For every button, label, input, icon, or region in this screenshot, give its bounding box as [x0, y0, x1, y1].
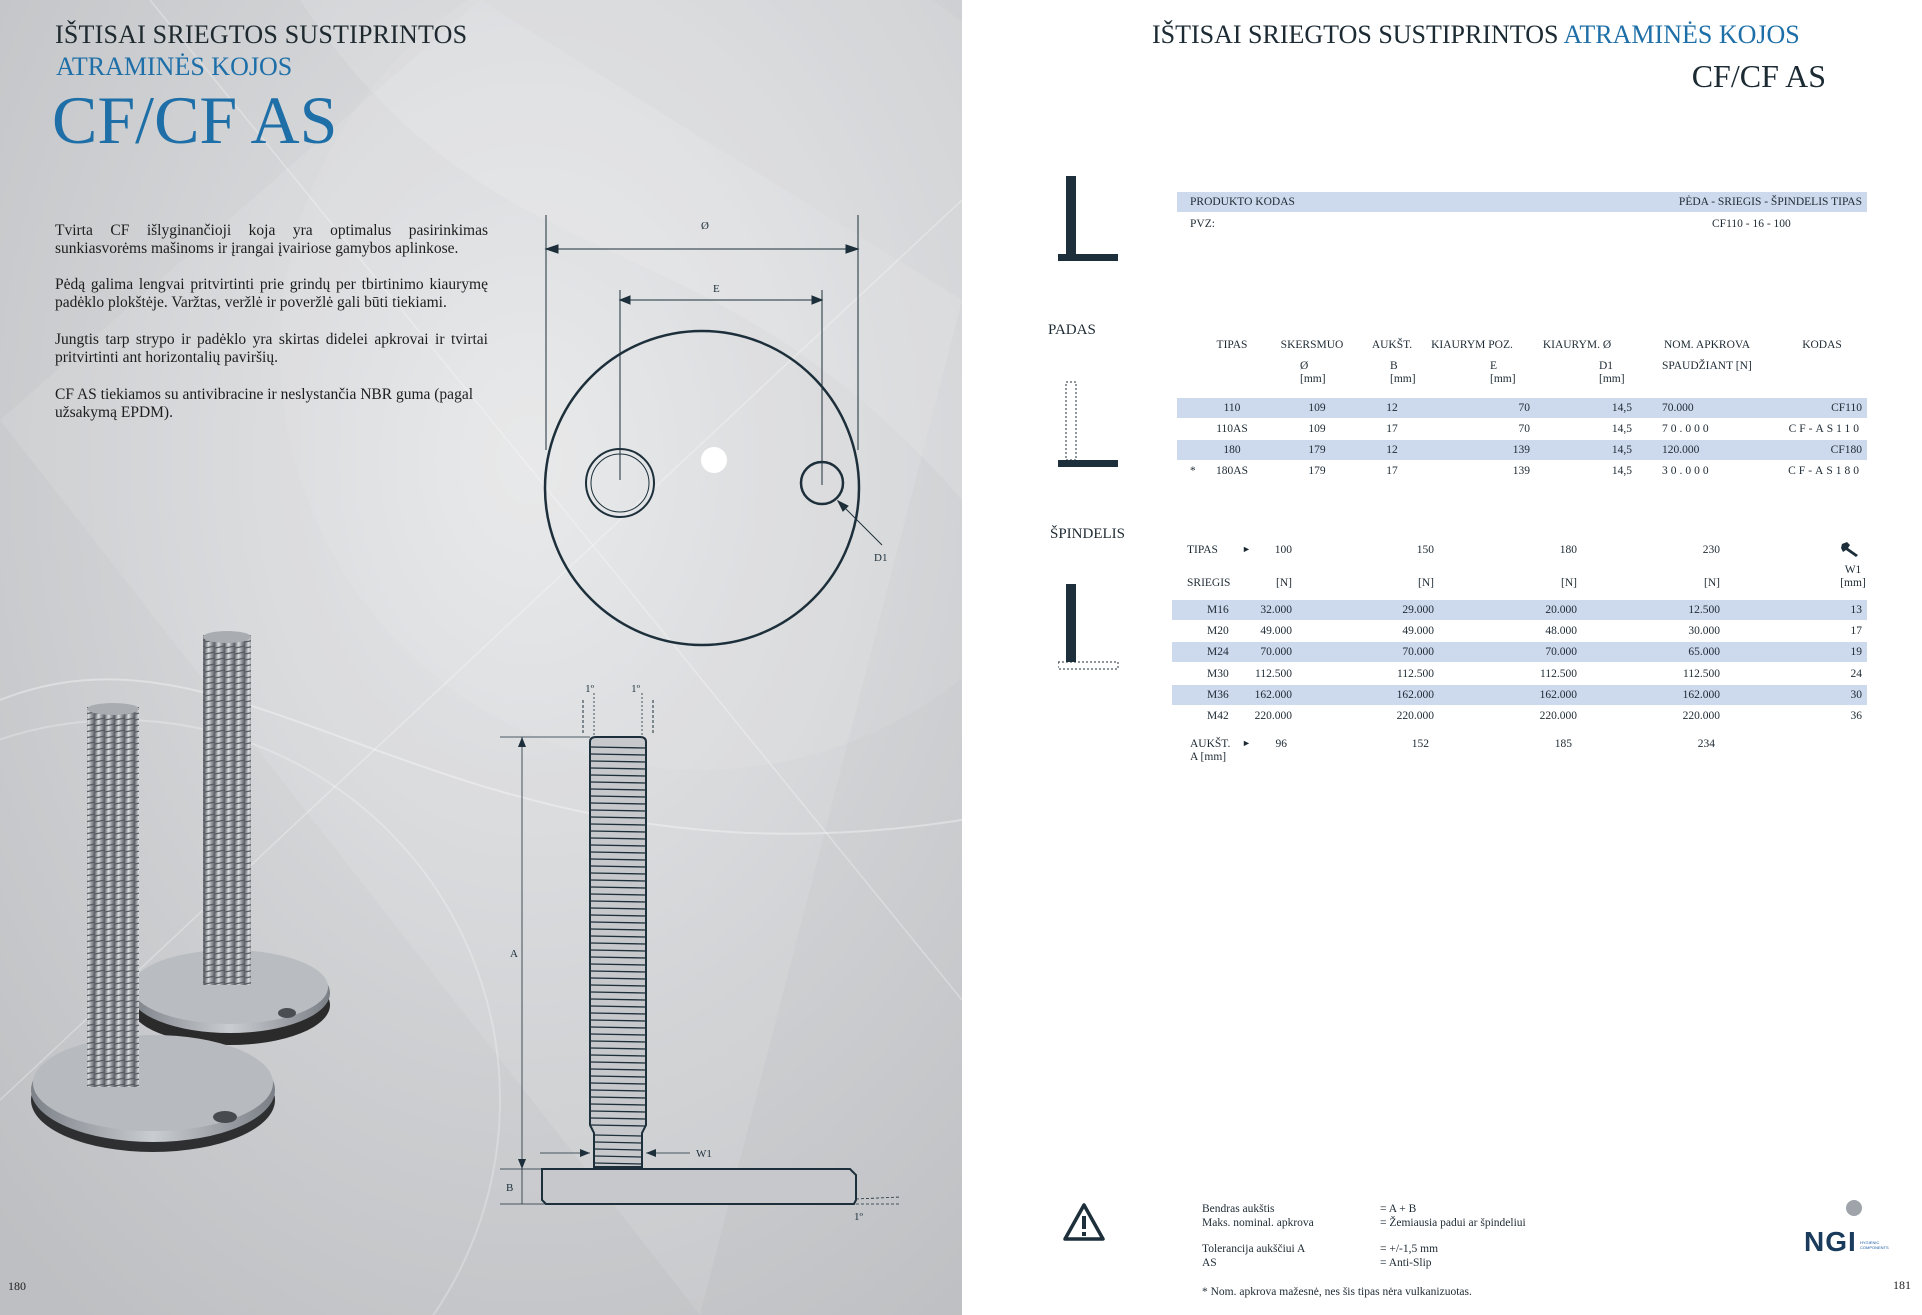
w1-unit: [mm]	[1840, 577, 1866, 589]
spindle-type-150: 150	[1416, 544, 1434, 556]
spindle-cell-value: 32.000	[1260, 604, 1292, 616]
notes-values	[1380, 1202, 1526, 1270]
foot-icon-spindle	[1058, 582, 1128, 674]
spindle-cell-value: 49.000	[1260, 625, 1292, 638]
logo-subtitle: HYGIENIC COMPONENTS	[1860, 1240, 1889, 1250]
spindle-cell-value: 112.500	[1540, 667, 1577, 680]
spindle-cell-value: 112.500	[1397, 667, 1434, 680]
note-label-4: AS	[1202, 1257, 1217, 1269]
right-title-dark: IŠTISAI SRIEGTOS SUSTIPRINTOS	[1152, 20, 1559, 49]
left-title-code: CF/CF AS	[52, 82, 338, 158]
padas-cell-poz: 139	[1512, 465, 1530, 477]
spindle-type-100: 100	[1274, 544, 1292, 556]
label-d1: D1	[874, 552, 888, 564]
notes-labels	[1202, 1202, 1314, 1270]
spindle-cell-w1: 24	[1850, 667, 1862, 680]
padas-cell-d1: 14,5	[1611, 444, 1632, 456]
right-page	[962, 0, 1922, 1315]
padas-sub-b: B [mm]	[1390, 360, 1416, 385]
wrench-icon	[1840, 540, 1862, 558]
padas-cell-poz: 70	[1518, 423, 1530, 435]
section-spindelis: ŠPINDELIS	[1050, 526, 1126, 542]
height-value: 152	[1411, 738, 1429, 750]
padas-header-d1: KIAURYM. Ø	[1542, 339, 1612, 351]
example-value: CF110 - 16 - 100	[1712, 218, 1791, 230]
spindle-cell-value: 70.000	[1260, 646, 1292, 659]
spindle-unit: [N]	[1561, 577, 1577, 589]
padas-sub-diameter: Ø [mm]	[1300, 360, 1326, 385]
spindle-cell-sriegis: M30	[1207, 667, 1229, 680]
right-title-blue: ATRAMINĖS KOJOS	[1563, 20, 1800, 49]
padas-sub-d1: D1 [mm]	[1599, 360, 1625, 385]
label-e: E	[713, 283, 720, 295]
right-title-code: CF/CF AS	[1691, 58, 1826, 94]
product-code-label: PRODUKTO KODAS	[1190, 196, 1295, 208]
padas-sub-spaudziant: SPAUDŽIANT [N]	[1662, 360, 1752, 372]
left-title-line2: ATRAMINĖS KOJOS	[56, 52, 293, 81]
spindle-cell-value: 220.000	[1254, 710, 1292, 722]
foot-icon-base	[1058, 380, 1128, 472]
spindle-cell-value: 220.000	[1396, 710, 1434, 722]
spindle-cell-value: 48.000	[1545, 625, 1577, 638]
height-arrow: ►	[1242, 738, 1251, 748]
padas-cell-poz: 139	[1512, 444, 1530, 456]
padas-header-kodas: KODAS	[1802, 339, 1842, 351]
left-title-line1: IŠTISAI SRIEGTOS SUSTIPRINTOS	[55, 20, 468, 49]
page-number-left: 180	[8, 1279, 26, 1293]
padas-cell-skersmuo: 109	[1308, 423, 1326, 435]
height-value: 96	[1275, 738, 1287, 750]
spindle-cell-value: 65.000	[1688, 646, 1720, 659]
logo-dot-icon	[1846, 1200, 1862, 1216]
product-code-structure: PĖDA - SRIEGIS - ŠPINDELIS TIPAS	[1678, 196, 1862, 208]
label-b: B	[506, 1182, 514, 1194]
padas-cell-tipas: 110	[1223, 402, 1241, 414]
product-illustration	[25, 625, 425, 1185]
side-view-drawing	[490, 675, 920, 1235]
spindle-cell-value: 20.000	[1545, 604, 1577, 616]
label-w1: W1	[696, 1148, 712, 1160]
padas-header-skersmuo: SKERSMUO	[1280, 339, 1344, 351]
example-label: PVZ:	[1190, 218, 1215, 230]
padas-cell-d1: 14,5	[1611, 465, 1632, 477]
padas-cell-d1: 14,5	[1611, 402, 1632, 414]
spindle-cell-value: 162.000	[1254, 688, 1292, 701]
padas-cell-d1: 14,5	[1611, 423, 1632, 435]
spindle-cell-sriegis: M16	[1207, 604, 1229, 616]
spindle-cell-sriegis: M20	[1207, 625, 1229, 638]
w1-label: W1	[1844, 564, 1862, 576]
note-value-1: = A + B	[1380, 1203, 1417, 1215]
padas-sub-e: E [mm]	[1490, 360, 1516, 385]
padas-cell-apkrova: 70.000	[1662, 402, 1694, 414]
spindle-cell-w1: 19	[1850, 646, 1862, 659]
spindle-sriegis-label: SRIEGIS	[1187, 577, 1231, 589]
padas-header-tipas: TIPAS	[1216, 339, 1248, 351]
spindle-tipas-label: TIPAS	[1187, 544, 1218, 556]
spindle-cell-w1: 13	[1850, 604, 1862, 616]
spindle-cell-value: 112.500	[1683, 667, 1720, 680]
warning-icon	[1062, 1202, 1106, 1242]
foot-icon-full	[1058, 172, 1128, 272]
spindle-cell-value: 112.500	[1255, 667, 1292, 680]
page-number-right: 181	[1893, 1278, 1911, 1292]
padas-cell-tipas: 110AS	[1216, 423, 1248, 435]
padas-cell-aukst: 17	[1386, 465, 1398, 477]
spindle-cell-value: 162.000	[1539, 688, 1577, 701]
padas-cell-tipas: 180	[1223, 444, 1241, 456]
spindle-cell-value: 29.000	[1402, 604, 1434, 616]
spindle-cell-value: 220.000	[1682, 710, 1720, 722]
padas-cell-tipas: 180AS	[1216, 465, 1248, 477]
padas-cell-kodas: CF110	[1831, 402, 1862, 414]
spindle-cell-value: 162.000	[1682, 688, 1720, 701]
note-label-2: Maks. nominal. apkrova	[1202, 1217, 1314, 1229]
spindle-unit: [N]	[1704, 577, 1720, 589]
ngi-logo	[1804, 1200, 1889, 1260]
height-value: 185	[1554, 738, 1572, 750]
padas-cell-apkrova: 120.000	[1662, 444, 1700, 456]
spindle-type-180: 180	[1559, 544, 1577, 556]
description-paragraph-4: CF AS tiekiamos su antivibracine ir neslystančia NBR guma (pagal užsakymą EPDM).	[55, 386, 474, 421]
spindle-unit: [N]	[1276, 577, 1292, 589]
description-paragraph-3: Jungtis tarp strypo ir padėklo yra skirtas didelei apkrovai ir tvirtai pritvirtinti ant horizontalių paviršių.	[55, 331, 488, 366]
padas-cell-poz: 70	[1518, 402, 1530, 414]
padas-cell-star: *	[1190, 465, 1196, 477]
label-diameter: Ø	[701, 220, 709, 232]
top-view-drawing	[530, 205, 890, 655]
label-angle-base: 1º	[854, 1211, 863, 1223]
spindle-cell-sriegis: M24	[1207, 646, 1229, 659]
height-value: 234	[1697, 738, 1715, 750]
padas-cell-kodas: CF180	[1830, 444, 1862, 456]
padas-header-aukst: AUKŠT.	[1371, 339, 1413, 351]
spindle-cell-value: 220.000	[1539, 710, 1577, 722]
padas-cell-apkrova: 70.000	[1662, 423, 1712, 435]
right-title	[1152, 20, 1800, 50]
label-a: A	[510, 948, 518, 960]
spindle-cell-value: 162.000	[1396, 688, 1434, 701]
note-label-1: Bendras aukštis	[1202, 1203, 1275, 1215]
footnote: * Nom. apkrova mažesnė, nes šis tipas nėra vulkanizuotas.	[1202, 1286, 1472, 1298]
padas-cell-aukst: 17	[1386, 423, 1398, 435]
spindle-cell-value: 70.000	[1545, 646, 1577, 659]
spindle-cell-value: 12.500	[1688, 604, 1720, 616]
spindle-cell-w1: 30	[1850, 688, 1862, 701]
height-label-1: AUKŠT.	[1190, 738, 1231, 750]
spindle-cell-value: 70.000	[1402, 646, 1434, 659]
logo-text: NGI	[1804, 1226, 1857, 1257]
note-value-3: = +/-1,5 mm	[1380, 1243, 1439, 1255]
padas-header-apkrova: NOM. APKROVA	[1663, 339, 1751, 351]
note-value-4: = Anti-Slip	[1380, 1257, 1432, 1269]
spindle-cell-w1: 17	[1850, 625, 1862, 638]
spindle-cell-sriegis: M36	[1207, 688, 1229, 701]
padas-cell-kodas: CF-AS180	[1788, 465, 1862, 477]
padas-cell-skersmuo: 179	[1308, 444, 1326, 456]
note-label-3: Tolerancija aukščiui A	[1202, 1243, 1306, 1255]
label-angle-left: 1º	[585, 683, 594, 695]
padas-cell-kodas: CF-AS110	[1788, 423, 1862, 435]
padas-cell-aukst: 12	[1386, 444, 1398, 456]
spindle-cell-value: 49.000	[1402, 625, 1434, 638]
description-paragraph-2: Pėdą galima lengvai pritvirtinti prie grindų per tbirtinimo kiaurymę padėklo plokštėje. Varžtas, veržlė ir poveržlė gali būti tiekiami.	[55, 276, 488, 311]
spindle-unit: [N]	[1418, 577, 1434, 589]
padas-cell-apkrova: 30.000	[1662, 465, 1712, 477]
label-angle-right: 1º	[631, 683, 640, 695]
spindle-cell-sriegis: M42	[1207, 710, 1229, 722]
height-label-2: A [mm]	[1190, 751, 1227, 763]
description-paragraph-1: Tvirta CF išlyginančioji koja yra optimalus pasirinkimas sunkiasvorėms mašinoms ir įrangai įvairiose gamybos aplinkose.	[55, 222, 488, 257]
padas-cell-aukst: 12	[1386, 402, 1398, 414]
section-padas: PADAS	[1048, 322, 1096, 338]
spindle-cell-w1: 36	[1850, 710, 1862, 722]
padas-cell-skersmuo: 109	[1308, 402, 1326, 414]
spindle-cell-value: 30.000	[1688, 625, 1720, 638]
spindle-tipas-arrow: ►	[1242, 544, 1251, 554]
note-value-2: = Žemiausia padui ar špindeliui	[1380, 1217, 1526, 1229]
spindle-type-230: 230	[1702, 544, 1720, 556]
padas-header-poz: KIAURYM POZ.	[1431, 339, 1513, 351]
padas-cell-skersmuo: 179	[1308, 465, 1326, 477]
